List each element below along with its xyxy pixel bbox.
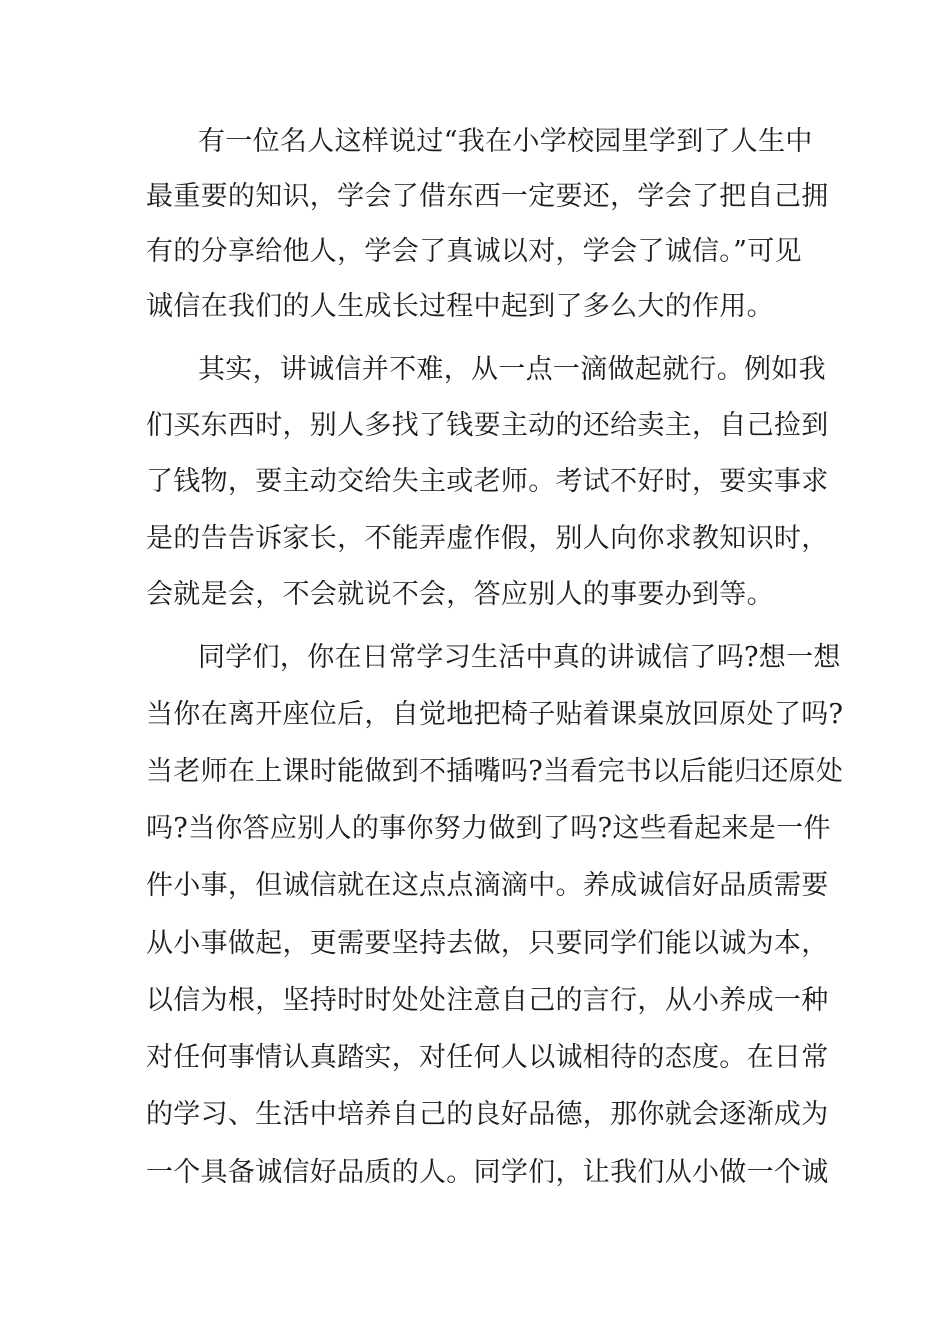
paragraph-1-line-3: 有的分享给他人，学会了真诚以对，学会了诚信。”可见 (146, 236, 802, 267)
paragraph-3-line-7: 以信为根，坚持时时处处注意自己的言行，从小养成一种 (146, 985, 829, 1016)
paragraph-2-line-2: 们买东西时，别人多找了钱要主动的还给卖主，自己捡到 (146, 410, 829, 441)
paragraph-3-line-2: 当你在离开座位后，自觉地把椅子贴着课桌放回原处了吗? (146, 699, 844, 730)
paragraph-2-line-1: 其实，讲诚信并不难，从一点一滴做起就行。例如我 (198, 354, 826, 385)
paragraph-3-line-3: 当老师在上课时能做到不插嘴吗?当看完书以后能归还原处 (146, 756, 844, 787)
paragraph-1-line-2: 最重要的知识，学会了借东西一定要还，学会了把自己拥 (146, 181, 829, 212)
paragraph-3-line-9: 的学习、生活中培养自己的良好品德，那你就会逐渐成为 (146, 1099, 829, 1130)
paragraph-2-line-5: 会就是会，不会就说不会，答应别人的事要办到等。 (146, 579, 774, 610)
paragraph-2-line-4: 是的告告诉家长，不能弄虚作假，别人向你求教知识时， (146, 523, 829, 554)
paragraph-2-line-3: 了钱物，要主动交给失主或老师。考试不好时，要实事求 (146, 466, 829, 497)
paragraph-3-line-8: 对任何事情认真踏实，对任何人以诚相待的态度。在日常 (146, 1042, 829, 1073)
paragraph-3-line-4: 吗?当你答应别人的事你努力做到了吗?这些看起来是一件 (146, 813, 831, 844)
paragraph-1-line-4: 诚信在我们的人生成长过程中起到了多么大的作用。 (146, 291, 774, 322)
paragraph-3-line-6: 从小事做起，更需要坚持去做，只要同学们能以诚为本， (146, 928, 829, 959)
paragraph-3-line-5: 件小事，但诚信就在这点点滴滴中。养成诚信好品质需要 (146, 870, 829, 901)
paragraph-3-line-1: 同学们，你在日常学习生活中真的讲诚信了吗?想一想 (198, 642, 841, 673)
paragraph-3-line-10: 一个具备诚信好品质的人。同学们，让我们从小做一个诚 (146, 1157, 829, 1188)
paragraph-1-line-1: 有一位名人这样说过“我在小学校园里学到了人生中 (198, 126, 813, 157)
